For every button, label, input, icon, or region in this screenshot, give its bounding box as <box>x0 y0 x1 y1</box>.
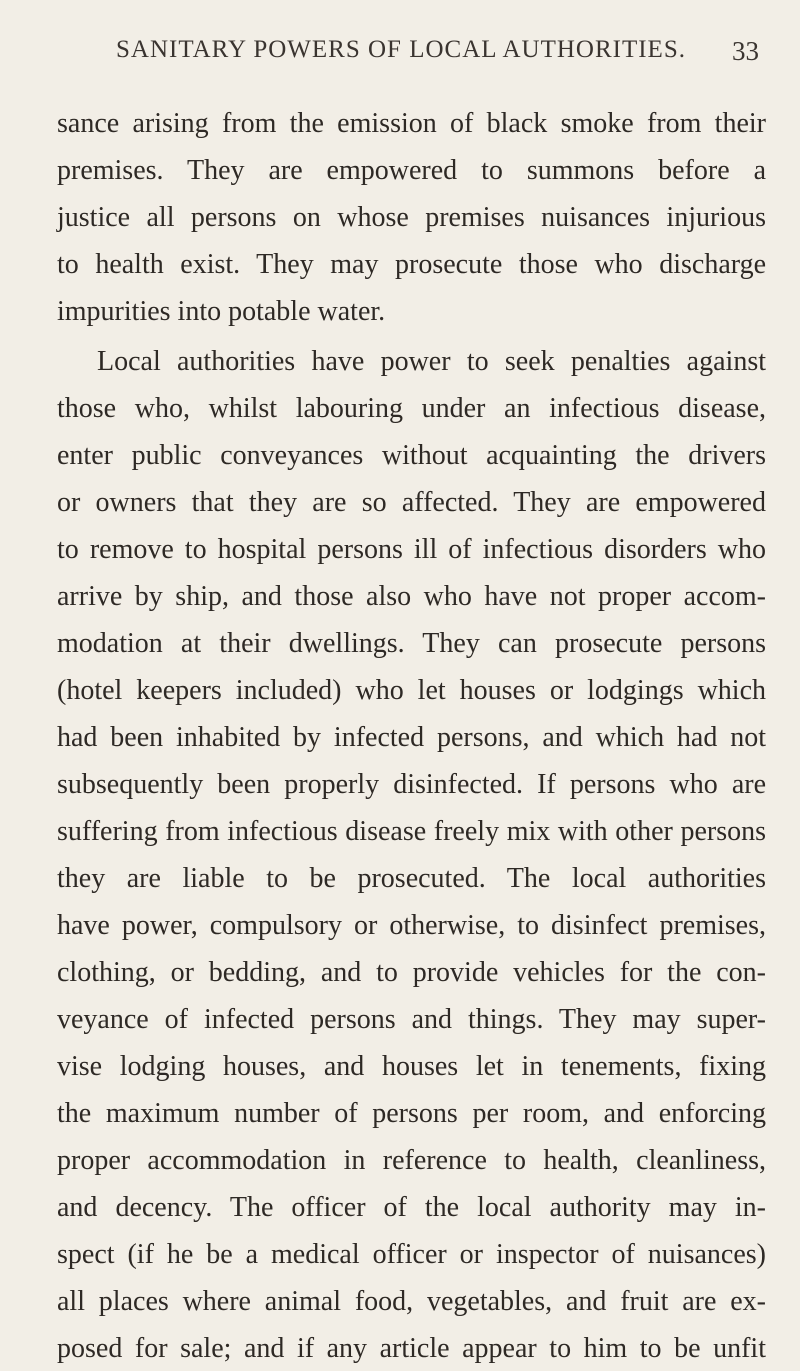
text-line: subsequently been properly disinfected. If persons who are <box>57 769 766 800</box>
text-line: all places where animal food, vegetables, and fruit are ex- <box>57 1286 766 1317</box>
text-line: impurities into potable water. <box>57 296 386 327</box>
text-line: to remove to hospital persons ill of infectious disorders who <box>57 534 766 565</box>
text-line: posed for sale; and if any article appear to him to be unfit <box>57 1333 766 1364</box>
text-line: enter public conveyances without acquainting the drivers <box>57 440 766 471</box>
text-line: or owners that they are so affected. They are empowered <box>57 487 766 518</box>
text-line: had been inhabited by infected persons, and which had not <box>57 722 766 753</box>
text-line: vise lodging houses, and houses let in tenements, fixing <box>57 1051 766 1082</box>
text-line: and decency. The officer of the local authority may in- <box>57 1192 766 1223</box>
text-line: have power, compulsory or otherwise, to disinfect premises, <box>57 910 766 941</box>
text-line: proper accommodation in reference to health, cleanliness, <box>57 1145 766 1176</box>
text-line: suffering from infectious disease freely mix with other persons <box>57 816 766 847</box>
text-line: clothing, or bedding, and to provide vehicles for the con- <box>57 957 766 988</box>
text-line: (hotel keepers included) who let houses or lodgings which <box>57 675 766 706</box>
page-number: 33 <box>732 36 759 66</box>
text-line: they are liable to be prosecuted. The local authorities <box>57 863 766 894</box>
text-line: premises. They are empowered to summons before a <box>57 155 766 186</box>
text-line: veyance of infected persons and things. They may super- <box>57 1004 766 1035</box>
text-line: modation at their dwellings. They can prosecute persons <box>57 628 766 659</box>
running-title: SANITARY POWERS OF LOCAL AUTHORITIES. <box>116 36 686 63</box>
text-line: those who, whilst labouring under an infectious disease, <box>57 393 766 424</box>
text-line: justice all persons on whose premises nuisances injurious <box>57 202 766 233</box>
text-line: the maximum number of persons per room, and enforcing <box>57 1098 766 1129</box>
text-line: sance arising from the emission of black smoke from their <box>57 108 766 139</box>
text-line: arrive by ship, and those also who have not proper accom- <box>57 581 766 612</box>
running-header <box>0 36 800 76</box>
text-line: to health exist. They may prosecute those who discharge <box>57 249 766 280</box>
text-line: Local authorities have power to seek penalties against <box>97 346 766 377</box>
text-line: spect (if he be a medical officer or inspector of nuisances) <box>57 1239 766 1270</box>
